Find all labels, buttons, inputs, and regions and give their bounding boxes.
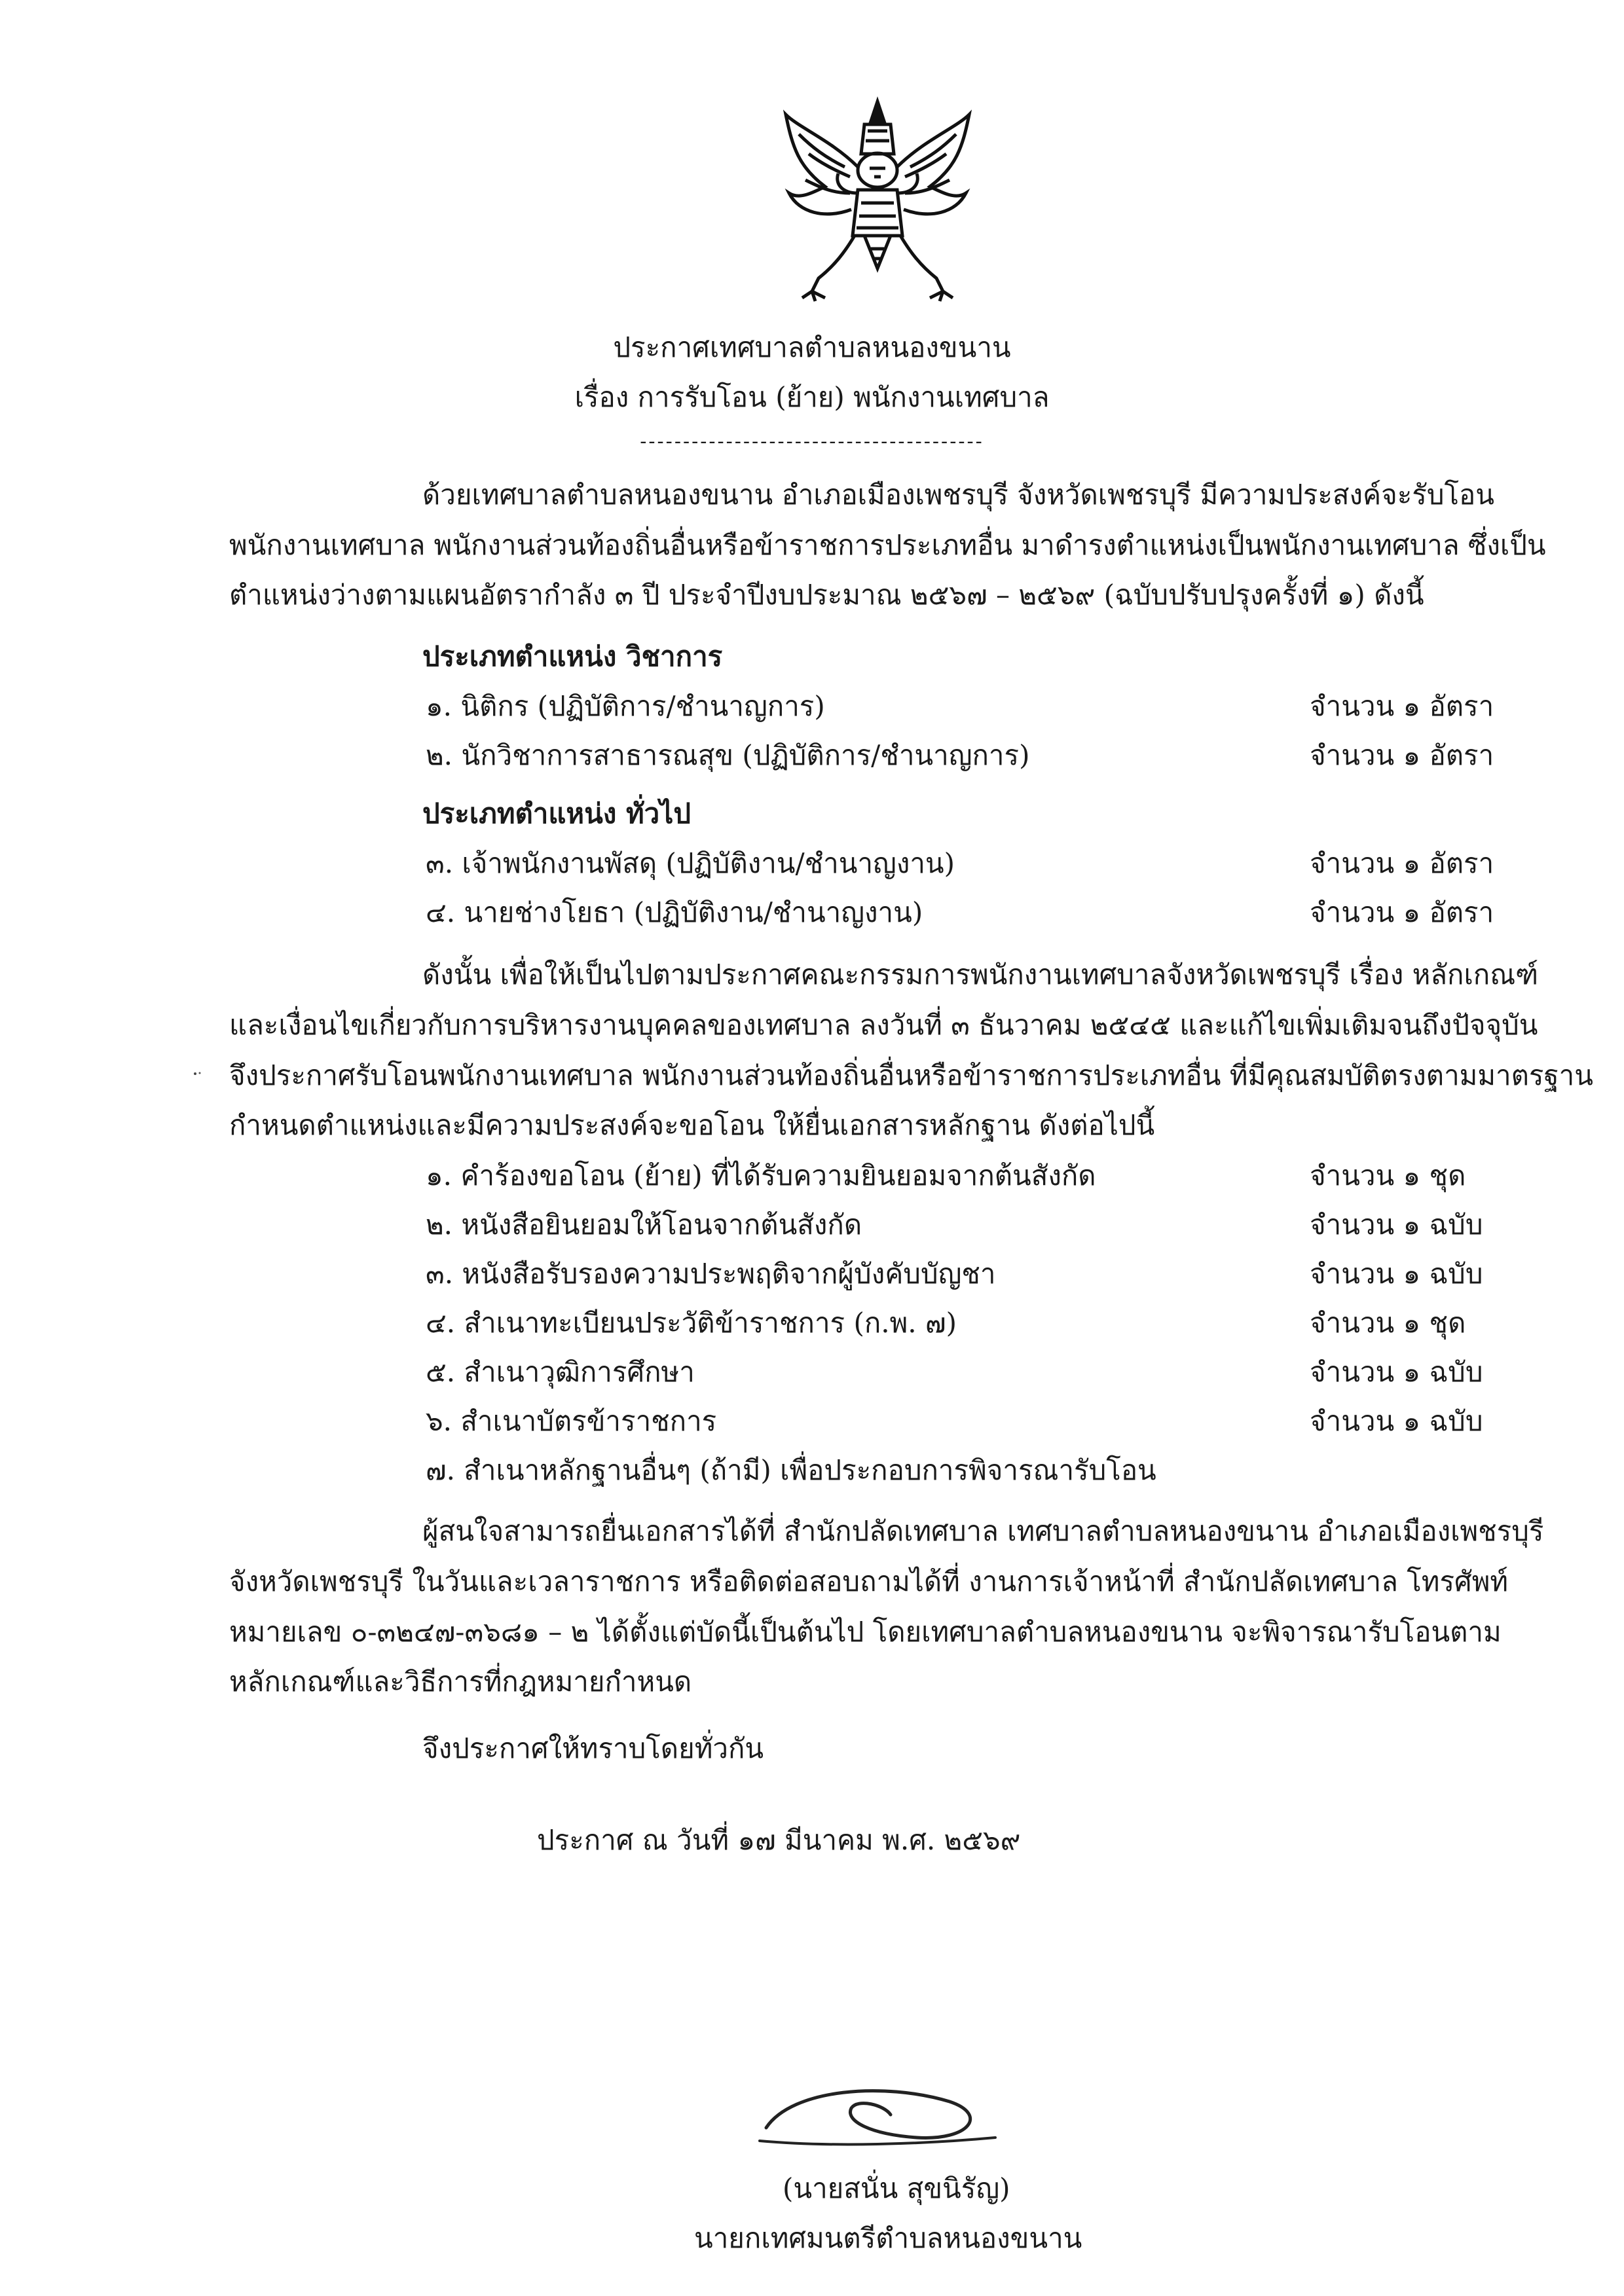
intro-line: ด้วยเทศบาลตำบลหนองขนาน อำเภอเมืองเพชรบุรี จังหวัดเพชรบุรี มีความประสงค์จะรับโอน (422, 479, 1494, 511)
document-item: ๑. คำร้องขอโอน (ย้าย) ที่ได้รับความยินยอมจากต้นสังกัด (426, 1159, 1096, 1192)
position-amount: จำนวน ๑ อัตรา (1310, 690, 1494, 722)
position-item: ๒. นักวิชาการสาธารณสุข (ปฏิบัติการ/ชำนาญการ) (426, 739, 1030, 771)
position-amount: จำนวน ๑ อัตรา (1310, 847, 1494, 879)
intro-line: ตำแหน่งว่างตามแผนอัตรากำลัง ๓ ปี ประจำปีงบประมาณ ๒๕๖๗ – ๒๕๖๙ (ฉบับปรับปรุงครั้งที่ ๑) ดังนี้ (229, 579, 1424, 611)
document-item: ๕. สำเนาวุฒิการศึกษา (426, 1356, 695, 1388)
contact-line: ผู้สนใจสามารถยื่นเอกสารได้ที่ สำนักปลัดเทศบาล เทศบาลตำบลหนองขนาน อำเภอเมืองเพชรบุรี (422, 1515, 1544, 1547)
document-item: ๗. สำเนาหลักฐานอื่นๆ (ถ้ามี) เพื่อประกอบการพิจารณารับโอน (426, 1454, 1156, 1486)
conditions-line: ดังนั้น เพื่อให้เป็นไปตามประกาศคณะกรรมการพนักงานเทศบาลจังหวัดเพชรบุรี เรื่อง หลักเกณฑ์ (422, 958, 1539, 991)
announce-line: จึงประกาศให้ทราบโดยทั่วกัน (422, 1732, 764, 1764)
document-amount: จำนวน ๑ ฉบับ (1310, 1209, 1483, 1241)
document-amount: จำนวน ๑ ฉบับ (1310, 1405, 1483, 1437)
handwritten-signature-icon (753, 2075, 1002, 2154)
position-item: ๓. เจ้าพนักงานพัสดุ (ปฏิบัติงาน/ชำนาญงาน) (426, 847, 955, 879)
conditions-line: จึงประกาศรับโอนพนักงานเทศบาล พนักงานส่วนท้องถิ่นอื่นหรือข้าราชการประเภทอื่น ที่มีคุณสมบัติตรงตามมาตรฐาน (229, 1059, 1593, 1091)
contact-line: จังหวัดเพชรบุรี ในวันและเวลาราชการ หรือติดต่อสอบถามได้ที่ งานการเจ้าหน้าที่ สำนักปลัดเทศบาล โทรศัพท์ (229, 1565, 1509, 1597)
contact-line: หมายเลข ๐-๓๒๔๗-๓๖๘๑ – ๒ ได้ตั้งแต่บัดนี้เป็นต้นไป โดยเทศบาลตำบลหนองขนาน จะพิจารณารับโอนตาม (229, 1616, 1502, 1648)
position-category-heading: ประเภทตำแหน่ง ทั่วไป (422, 797, 692, 829)
scan-speck (193, 1070, 202, 1077)
header-divider: ---------------------------------------- (640, 430, 984, 453)
intro-line: พนักงานเทศบาล พนักงานส่วนท้องถิ่นอื่นหรือข้าราชการประเภทอื่น มาดำรงตำแหน่งเป็นพนักงานเทศบาล ซึ่งเป็น (229, 529, 1546, 561)
conditions-line: และเงื่อนไขเกี่ยวกับการบริหารงานบุคคลของเทศบาล ลงวันที่ ๓ ธันวาคม ๒๕๔๕ และแก้ไขเพิ่มเติมจนถึงปัจจุบัน (229, 1009, 1538, 1041)
position-amount: จำนวน ๑ อัตรา (1310, 739, 1494, 771)
dateline: ประกาศ ณ วันที่ ๑๗ มีนาคม พ.ศ. ๒๕๖๙ (537, 1824, 1021, 1856)
document-amount: จำนวน ๑ ฉบับ (1310, 1356, 1483, 1388)
position-category-heading: ประเภทตำแหน่ง วิชาการ (422, 640, 723, 672)
conditions-line: กำหนดตำแหน่งและมีความประสงค์จะขอโอน ให้ยื่นเอกสารหลักฐาน ดังต่อไปนี้ (229, 1109, 1155, 1141)
announcement-subject: เรื่อง การรับโอน (ย้าย) พนักงานเทศบาล (574, 381, 1050, 413)
document-amount: จำนวน ๑ ฉบับ (1310, 1258, 1483, 1290)
position-item: ๑. นิติกร (ปฏิบัติการ/ชำนาญการ) (426, 690, 825, 722)
announcement-title: ประกาศเทศบาลตำบลหนองขนาน (613, 331, 1011, 363)
signer-name: (นายสนั่น สุขนิรัญ) (783, 2172, 1010, 2204)
document-amount: จำนวน ๑ ชุด (1310, 1159, 1466, 1192)
document-item: ๖. สำเนาบัตรข้าราชการ (426, 1405, 717, 1437)
contact-line: หลักเกณฑ์และวิธีการที่กฎหมายกำหนด (229, 1666, 692, 1698)
document-item: ๔. สำเนาทะเบียนประวัติข้าราชการ (ก.พ. ๗) (426, 1307, 957, 1339)
signer-title: นายกเทศมนตรีตำบลหนองขนาน (694, 2222, 1082, 2254)
position-item: ๔. นายช่างโยธา (ปฏิบัติงาน/ชำนาญงาน) (426, 896, 923, 928)
garuda-emblem-icon (773, 95, 982, 311)
document-item: ๒. หนังสือยินยอมให้โอนจากต้นสังกัด (426, 1209, 862, 1241)
document-item: ๓. หนังสือรับรองความประพฤติจากผู้บังคับบัญชา (426, 1258, 996, 1290)
position-amount: จำนวน ๑ อัตรา (1310, 896, 1494, 928)
document-amount: จำนวน ๑ ชุด (1310, 1307, 1466, 1339)
